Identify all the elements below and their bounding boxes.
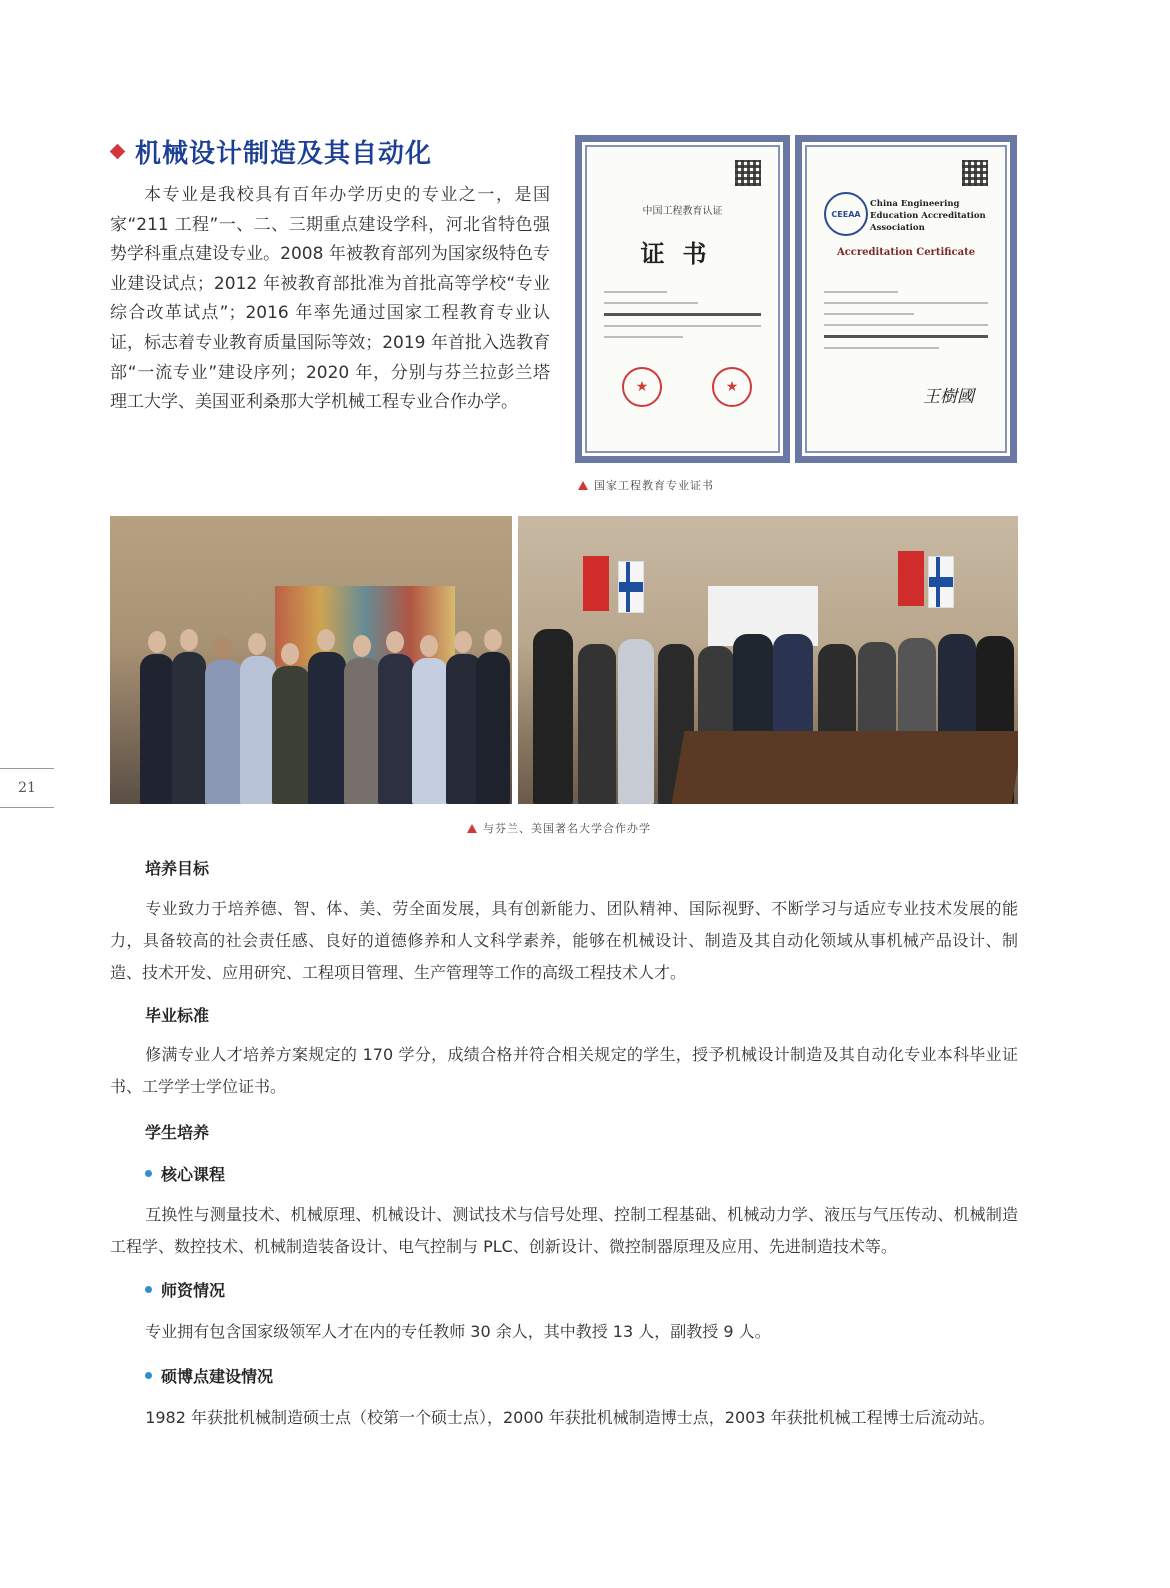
diamond-bullet-icon	[110, 143, 126, 159]
blue-dot-bullet-icon	[145, 1372, 152, 1379]
faculty-heading	[145, 1278, 225, 1301]
graduation-paragraph: 修满专业人才培养方案规定的 170 学分，成绩合格并符合相关规定的学生，授予机械设计制造及其自动化专业本科毕业证书、工学学士学位证书。	[110, 1045, 1018, 1096]
blue-dot-bullet-icon	[145, 1286, 152, 1293]
certificate-cn-body	[604, 282, 761, 347]
certificate-signature: 王樹國	[923, 387, 974, 407]
section-title-text: 机械设计制造及其自动化	[135, 138, 433, 169]
certificate-cn-image	[575, 135, 790, 463]
qr-code-icon	[962, 160, 988, 186]
certificate-en-body	[824, 282, 988, 358]
section-title	[110, 131, 432, 171]
group-photo-usa	[110, 516, 512, 804]
photo-caption	[467, 820, 651, 836]
faculty-heading-text: 师资情况	[161, 1281, 226, 1300]
blue-dot-bullet-icon	[145, 1170, 152, 1177]
qr-code-icon	[735, 160, 761, 186]
training-heading: 学生培养	[145, 1123, 210, 1142]
red-seal-icon	[622, 367, 662, 407]
degree-programs-heading-text: 硕博点建设情况	[161, 1367, 274, 1386]
core-courses-heading-text: 核心课程	[161, 1165, 226, 1184]
degree-programs-heading	[145, 1364, 273, 1387]
certificate-en-image	[795, 135, 1017, 463]
ceeaa-logo: CEEAA	[824, 192, 868, 236]
triangle-marker-icon	[578, 481, 588, 490]
red-seal-icon	[712, 367, 752, 407]
triangle-marker-icon	[467, 824, 477, 833]
degree-programs-paragraph: 1982 年获批机械制造硕士点（校第一个硕士点），2000 年获批机械制造博士点，2003 年获批机械工程博士后流动站。	[145, 1408, 995, 1427]
certificate-en-association: China Engineering Education Accreditation Association	[870, 199, 986, 233]
goals-paragraph: 专业致力于培养德、智、体、美、劳全面发展，具有创新能力、团队精神、国际视野、不断学习与适应专业技术发展的能力，具备较高的社会责任感、良好的道德修养和人文科学素养，能够在机械设计、制造及其自动化领域从事机械产品设计、制造、技术开发、应用研究、工程项目管理、生产管理等工作的高级工程技术人才。	[110, 899, 1018, 982]
photo-caption-text: 与芬兰、美国著名大学合作办学	[483, 822, 651, 835]
certificate-caption	[578, 477, 714, 493]
certificate-en-title: Accreditation Certificate	[836, 247, 976, 258]
intro-paragraph: 本专业是我校具有百年办学历史的专业之一，是国家“211 工程”一、二、三期重点建设学科，河北省特色强势学科重点建设专业。2008 年被教育部列为国家级特色专业建设试点；2012 年被教育部批准为首批高等学校“专业综合改革试点”；2016 年率先通过国家工程教育专业认证，标志着专业教育质量国际等效；2019 年首批入选教育部“一流专业”建设序列；2020 年，分别与芬兰拉彭兰塔理工大学、美国亚利桑那大学机械工程专业合作办学。	[110, 185, 550, 413]
core-courses-paragraph: 互换性与测量技术、机械原理、机械设计、测试技术与信号处理、控制工程基础、机械动力学、液压与气压传动、机械制造工程学、数控技术、机械制造装备设计、电气控制与 PLC、创新设计、微控制器原理及应用、先进制造技术等。	[110, 1205, 1018, 1256]
signing-ceremony-photo-finland	[518, 516, 1018, 804]
core-courses-heading	[145, 1162, 225, 1185]
page-number: 21	[0, 768, 54, 808]
photo-table	[672, 731, 1018, 804]
graduation-heading: 毕业标准	[145, 1006, 210, 1025]
certificate-caption-text: 国家工程教育专业证书	[594, 479, 714, 492]
faculty-paragraph: 专业拥有包含国家级领军人才在内的专任教师 30 余人，其中教授 13 人，副教授 9 人。	[145, 1322, 771, 1341]
goals-heading: 培养目标	[145, 859, 210, 878]
certificate-cn-heading: 中国工程教育认证	[642, 206, 723, 217]
certificate-cn-title: 证书	[640, 239, 725, 268]
